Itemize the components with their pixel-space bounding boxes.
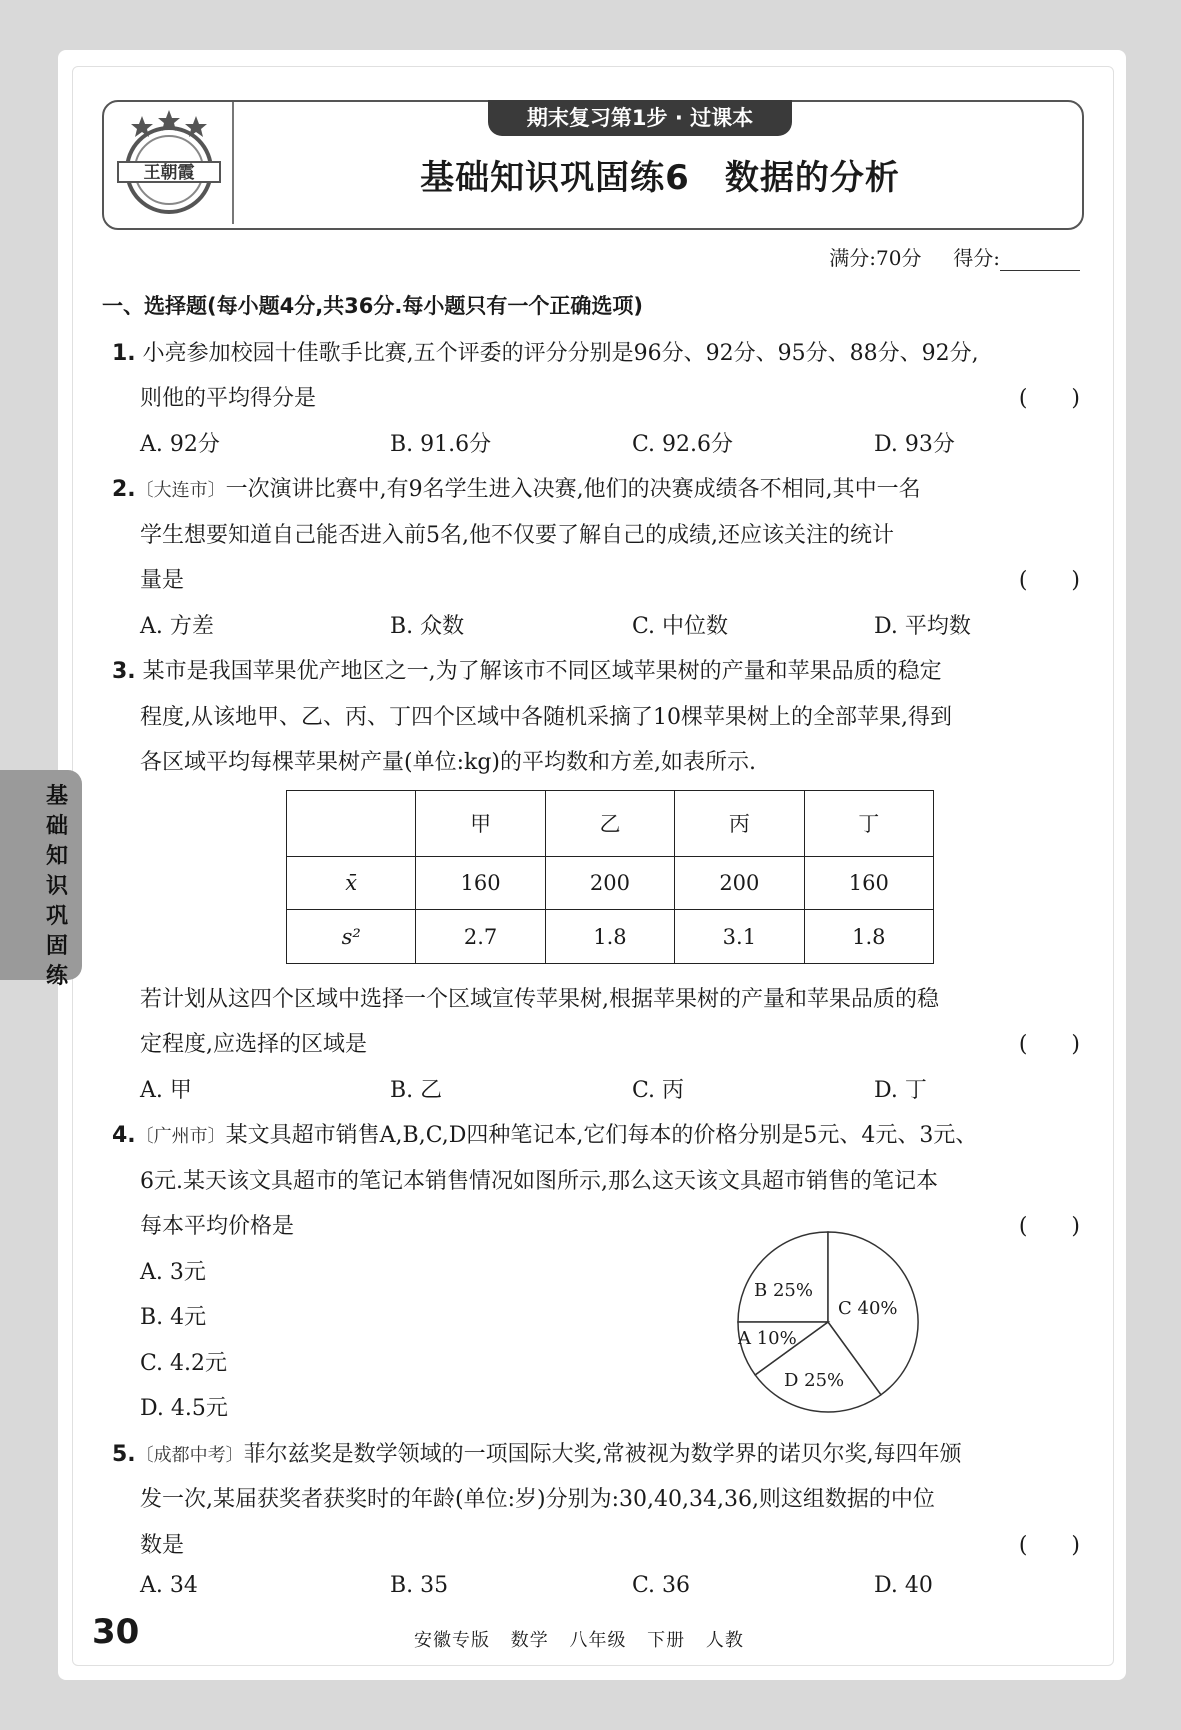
- option-c: C. 丙: [632, 1078, 685, 1103]
- pie-label-b: B 25%: [754, 1280, 813, 1301]
- question-text: 程度,从该地甲、乙、丙、丁四个区域中各随机采摘了10棵苹果树上的全部苹果,得到: [140, 705, 952, 730]
- table-cell: 3.1: [675, 910, 804, 964]
- question-text: 6元.某天该文具超市的笔记本销售情况如图所示,那么这天该文具超市销售的笔记本: [140, 1169, 938, 1194]
- got-score-label: 得分:: [953, 246, 1000, 270]
- answer-parentheses: ( ): [1018, 386, 1080, 411]
- header-tab-label: 期末复习第1步 · 过课本: [488, 100, 792, 136]
- question-number: 5.: [112, 1442, 136, 1467]
- side-tab-char: 础: [45, 814, 68, 839]
- question-text: 某市是我国苹果优产地区之一,为了解该市不同区域苹果树的产量和苹果品质的稳定: [142, 659, 942, 684]
- side-tab-char: 练: [45, 964, 68, 989]
- question-text: 定程度,应选择的区域是: [140, 1032, 367, 1057]
- side-tab-char: 巩: [45, 904, 68, 929]
- side-tab-char: 识: [45, 874, 68, 899]
- side-tab-char: 固: [45, 934, 68, 959]
- score-blank: [1000, 250, 1080, 271]
- option-b: B. 35: [390, 1573, 449, 1598]
- question-number: 2.: [112, 477, 136, 502]
- page-number: 30: [92, 1612, 140, 1652]
- table-cell: 1.8: [545, 910, 674, 964]
- table-header-cell: 丁: [804, 791, 933, 857]
- row-label-variance: s²: [287, 910, 416, 964]
- table-header-cell: 丙: [675, 791, 804, 857]
- table-cell: 2.7: [416, 910, 545, 964]
- question-3: [112, 654, 942, 685]
- question-number: 3.: [112, 659, 136, 684]
- option-c: C. 36: [632, 1573, 691, 1598]
- table-header-cell: 甲: [416, 791, 545, 857]
- side-tab-char: 知: [45, 844, 68, 869]
- footer-text: 安徽专版 数学 八年级 下册 人教: [414, 1630, 744, 1651]
- option-d: D. 丁: [874, 1078, 927, 1103]
- full-score-label: 满分:70分: [829, 246, 922, 270]
- header-divider: [232, 102, 234, 224]
- answer-parentheses: ( ): [1018, 1032, 1080, 1057]
- stats-table: [286, 790, 934, 964]
- question-text: 某文具超市销售A,B,C,D四种笔记本,它们每本的价格分别是5元、4元、3元、: [225, 1123, 978, 1148]
- table-cell: 160: [416, 856, 545, 910]
- pie-label-c: C 40%: [838, 1298, 898, 1319]
- svg-text:王朝霞: 王朝霞: [143, 163, 195, 183]
- question-text: 小亮参加校园十佳歌手比赛,五个评委的评分分别是96分、92分、95分、88分、92分,: [142, 341, 979, 366]
- table-header-row: [287, 791, 934, 857]
- table-cell: 1.8: [804, 910, 933, 964]
- option-b: B. 乙: [390, 1078, 443, 1103]
- table-row: [287, 910, 934, 964]
- question-5: [112, 1437, 962, 1468]
- option-b: B. 91.6分: [390, 432, 492, 457]
- question-text: 各区域平均每棵苹果树产量(单位:kg)的平均数和方差,如表所示.: [140, 750, 756, 775]
- question-text: 数是: [140, 1533, 185, 1558]
- side-tab: [0, 770, 82, 989]
- question-2: [112, 472, 921, 503]
- option-b: B. 众数: [390, 614, 465, 639]
- question-4: [112, 1118, 977, 1149]
- table-header-cell: [287, 791, 416, 857]
- section-title: 一、选择题(每小题4分,共36分.每小题只有一个正确选项): [102, 294, 643, 318]
- option-c: C. 中位数: [632, 614, 729, 639]
- option-a: A. 3元: [140, 1260, 206, 1285]
- row-label-mean: x̄: [287, 856, 416, 910]
- table-row: [287, 856, 934, 910]
- question-text: 每本平均价格是: [140, 1214, 295, 1239]
- answer-parentheses: ( ): [1018, 568, 1080, 593]
- option-a: A. 34: [140, 1573, 198, 1598]
- answer-parentheses: ( ): [1018, 1214, 1080, 1239]
- publisher-logo: [112, 104, 226, 222]
- option-d: D. 40: [874, 1573, 933, 1598]
- table-cell: 200: [675, 856, 804, 910]
- table-cell: 200: [545, 856, 674, 910]
- question-source: 〔成都中考〕: [135, 1445, 244, 1466]
- question-number: 4.: [112, 1123, 136, 1148]
- pie-chart: [732, 1226, 924, 1418]
- option-c: C. 92.6分: [632, 432, 734, 457]
- pie-label-d: D 25%: [784, 1370, 845, 1391]
- question-text: 若计划从这四个区域中选择一个区域宣传苹果树,根据苹果树的产量和苹果品质的稳: [140, 987, 939, 1012]
- page-title: 基础知识巩固练6 数据的分析: [420, 158, 900, 198]
- question-1: [112, 336, 979, 367]
- question-text: 则他的平均得分是: [140, 386, 317, 411]
- option-d: D. 4.5元: [140, 1396, 228, 1421]
- option-a: A. 92分: [140, 432, 220, 457]
- question-source: 〔大连市〕: [135, 480, 226, 501]
- question-source: 〔广州市〕: [135, 1126, 226, 1147]
- answer-parentheses: ( ): [1018, 1533, 1080, 1558]
- question-text: 学生想要知道自己能否进入前5名,他不仅要了解自己的成绩,还应该关注的统计: [140, 523, 894, 548]
- question-text: 一次演讲比赛中,有9名学生进入决赛,他们的决赛成绩各不相同,其中一名: [225, 477, 921, 502]
- table-cell: 160: [804, 856, 933, 910]
- pie-label-a: A 10%: [738, 1328, 797, 1349]
- score-line: [829, 242, 1080, 271]
- question-number: 1.: [112, 341, 136, 366]
- option-c: C. 4.2元: [140, 1351, 228, 1376]
- option-a: A. 方差: [140, 614, 214, 639]
- option-b: B. 4元: [140, 1305, 207, 1330]
- option-d: D. 93分: [874, 432, 955, 457]
- pie-slice-b: [738, 1232, 828, 1322]
- option-d: D. 平均数: [874, 614, 971, 639]
- question-text: 量是: [140, 568, 185, 593]
- question-text: 菲尔兹奖是数学领域的一项国际大奖,常被视为数学界的诺贝尔奖,每四年颁: [243, 1442, 962, 1467]
- side-tab-char: 基: [45, 784, 68, 809]
- table-header-cell: 乙: [545, 791, 674, 857]
- question-text: 发一次,某届获奖者获奖时的年龄(单位:岁)分别为:30,40,34,36,则这组数据的中位: [140, 1487, 935, 1512]
- option-a: A. 甲: [140, 1078, 192, 1103]
